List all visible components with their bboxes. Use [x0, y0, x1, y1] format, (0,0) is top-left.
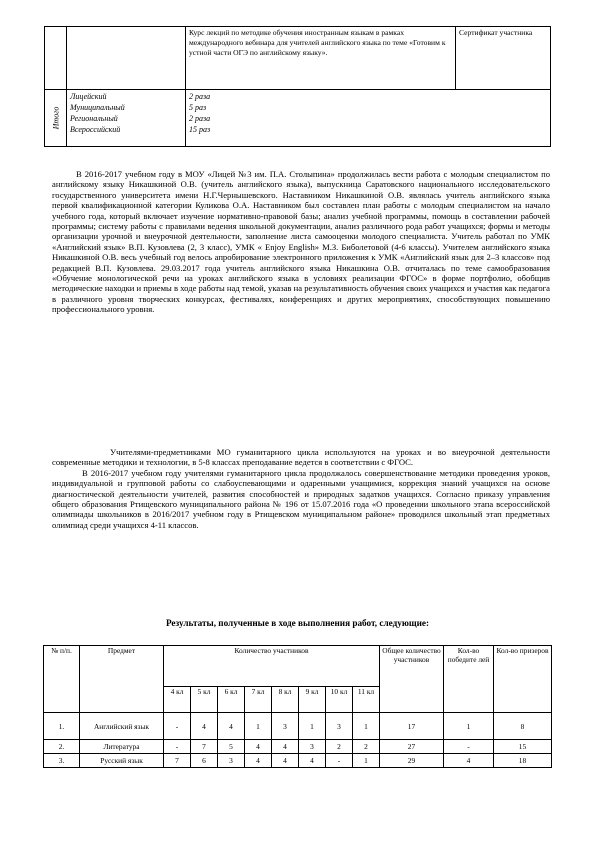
row-cell: 3 [326, 713, 353, 740]
counts-list [186, 90, 551, 147]
row-winners: 4 [444, 754, 494, 768]
paragraph-text: Учителями-предметниками МО гуманитарного цикла используются на уроках и во внеурочной деятельности современные методики и технологии, в 5-8 классах преподавание ведется в соответствии с ФГОС. [52, 447, 550, 468]
grade-header: 5 кл [191, 687, 218, 713]
row-num: 2. [44, 740, 80, 754]
row-cell: 4 [218, 713, 245, 740]
row-subject: Русский язык [80, 754, 164, 768]
grade-header: 4 кл [164, 687, 191, 713]
row-cell: 5 [218, 740, 245, 754]
row-cell: - [326, 754, 353, 768]
level-item: Муниципальный [70, 103, 125, 112]
count-item: 15 раз [189, 125, 211, 134]
row-cell: 4 [272, 754, 299, 768]
row-prize: 8 [494, 713, 552, 740]
table-row [44, 740, 552, 754]
col-total-header: Общее количество участников [380, 646, 444, 713]
event-row [45, 27, 551, 90]
col-num-header: № п/п. [44, 646, 80, 713]
row-cell: 7 [191, 740, 218, 754]
col-prizewinners-header: Кол-во призеров [494, 646, 552, 713]
count-item: 5 раз [189, 103, 207, 112]
row-cell: 4 [299, 754, 326, 768]
row-cell: - [164, 740, 191, 754]
row-cell: 4 [191, 713, 218, 740]
row-cell: 4 [245, 740, 272, 754]
row-cell: 1 [353, 713, 380, 740]
grade-header: 8 кл [272, 687, 299, 713]
table-row [44, 754, 552, 768]
grade-header: 6 кл [218, 687, 245, 713]
row-cell: 1 [245, 713, 272, 740]
row-cell: 4 [272, 740, 299, 754]
level-item: Региональный [70, 114, 118, 123]
event-result: Сертификат участника [456, 27, 551, 90]
row-cell: 6 [191, 754, 218, 768]
row-cell: 1 [299, 713, 326, 740]
row-num: 3. [44, 754, 80, 768]
event-description: Курс лекций по методике обучения иностранным языкам в рамках международного вебинара для учителей английского языка по теме «Готовим к устной части ОГЭ по английскому языку». [186, 27, 456, 90]
itogo-row [45, 90, 551, 147]
methods-paragraphs [52, 447, 550, 530]
grade-header: 7 кл [245, 687, 272, 713]
grade-header: 9 кл [299, 687, 326, 713]
paragraph-text: В 2016-2017 учебном году учителями гуманитарного цикла продолжалось совершенствование методики проведения уроков, индивидуальной и групповой работы со слабоуспевающими и одаренными учащимися, коррекция знаний учащихся на основе диагностической деятельности учителей, развития способностей и природных задатков учащихся. Согласно приказу управления общего образования Ртищевского муниципального района № 196 от 15.07.2016 года «О проведении школьного этапа всероссийской олимпиады школьников в 2016/2017 учебном году в Ртищевском муниципальном районе» проводился школьный этап предметных олимпиад среди учащихся 4-11 классов. [52, 467, 550, 530]
row-winners: - [444, 740, 494, 754]
row-prize: 15 [494, 740, 552, 754]
row-total: 29 [380, 754, 444, 768]
count-item: 2 раза [189, 92, 211, 101]
row-total: 17 [380, 713, 444, 740]
row-cell: 2 [353, 740, 380, 754]
row-cell: 4 [245, 754, 272, 768]
mentoring-paragraph [52, 169, 550, 315]
row-winners: 1 [444, 713, 494, 740]
count-item: 2 раза [189, 114, 211, 123]
col-subject-header: Предмет [80, 646, 164, 713]
row-subject: Английский язык [80, 713, 164, 740]
events-table [44, 26, 551, 147]
grade-header: 10 кл [326, 687, 353, 713]
row-cell: 2 [326, 740, 353, 754]
row-num: 1. [44, 713, 80, 740]
row-cell: 3 [218, 754, 245, 768]
row-cell: 3 [299, 740, 326, 754]
row-cell: 1 [353, 754, 380, 768]
paragraph-text: В 2016-2017 учебном году в МОУ «Лицей №3 им. П.А. Столыпина» продолжилась вести работа с молодым специалистом по английскому языку Никашкиной О.В. (учитель английского языка), выпускница Саратовского национального исследовательского государственного университета имени Н.Г.Чернышевского. Наставником Никашкиной О.В. являлась учитель английского языка первой квалификационной категории Куликова О.А. Наставником был составлен план работы с молодым специалистом на начало учебного года, который включает изучение нормативно-правовой базы; анализ учебной программы, помощь в составлении рабочей программы; систему работы с правилами ведения школьной документации, анализ различного рода работ учащихся; формы и методы организации урочной и внеурочной деятельности, заполнение листа самооценки молодого специалиста. Учитель работал по УМК «Английский язык» В.П. Кузовлева (2, 3 класс), УМК « Enjoy English» М.З. Биболетовой (4-6 классы). Учителем английского языка Никашкиной О.В. весь учебный год велось апробирование электронного приложения к УМК «Английский язык для 2–3 классов» под редакцией В.П. Кузовлева. 29.03.2017 года учитель английского языка Никашкина О.В. отчиталась по теме самообразования «Обучение монологической речи на уроках английского языка в условиях реализации ФГОС» в форме портфолио, обобщив методические находки и приемы в ходе работы над темой, указав на результативность обучения своих учащихся и участия как педагога в различного уровня творческих конкурсах, фестивалях, конференциях и других мероприятиях, способствующих повышению профессионального уровня. [52, 169, 550, 315]
row-cell: 3 [272, 713, 299, 740]
table-row [44, 713, 552, 740]
row-cell: - [164, 713, 191, 740]
col-winners-header: Кол-во победите лей [444, 646, 494, 713]
col-participants-header: Количество участников [164, 646, 380, 687]
levels-list [67, 90, 186, 147]
olympiad-results-table [43, 645, 552, 768]
itogo-label: Итого [51, 106, 61, 130]
row-prize: 18 [494, 754, 552, 768]
grade-header: 11 кл [353, 687, 380, 713]
level-item: Всероссийский [70, 125, 121, 134]
row-subject: Литература [80, 740, 164, 754]
results-title: Результаты, полученные в ходе выполнения работ, следующие: [165, 618, 430, 628]
row-cell: 7 [164, 754, 191, 768]
level-item: Лицейский [70, 92, 107, 101]
header-row [44, 646, 552, 687]
row-total: 27 [380, 740, 444, 754]
